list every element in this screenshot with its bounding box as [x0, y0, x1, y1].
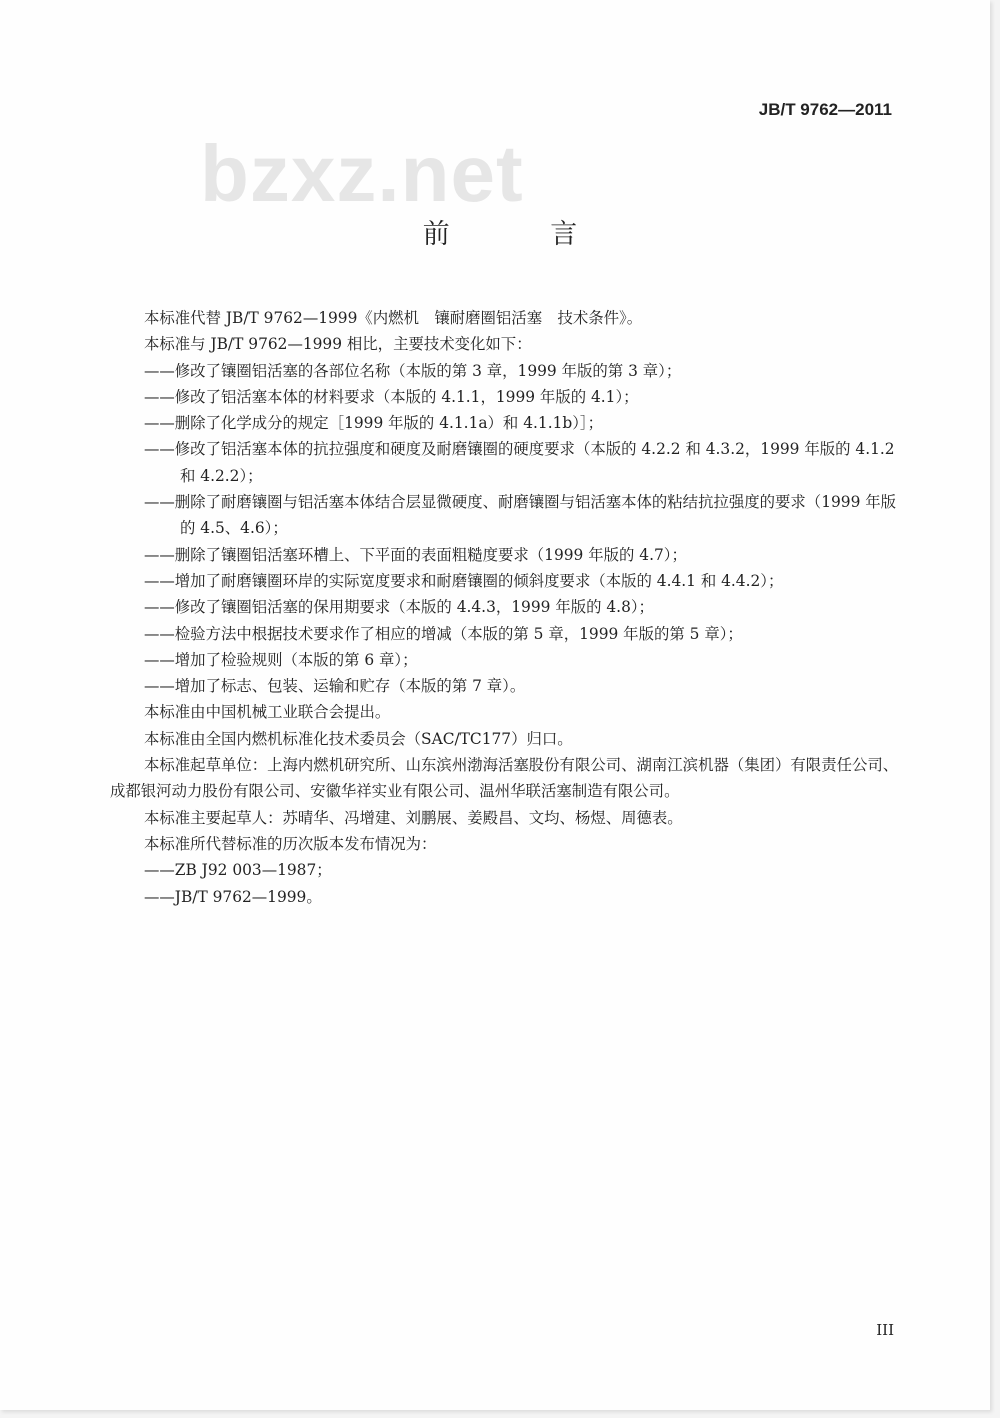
standard-number: JB/T 9762—2011 [758, 100, 892, 119]
paragraph: 本标准代替 JB/T 9762—1999《内燃机 镶耐磨圈铝活塞 技术条件》。 [144, 309, 643, 327]
list-item: ——JB/T 9762—1999。 [144, 887, 322, 906]
paragraph: 本标准所代替标准的历次版本发布情况为： [144, 834, 437, 853]
list-item: ——增加了检验规则（本版的第 6 章）； [144, 650, 418, 669]
watermark: bzxz.net [200, 129, 524, 218]
paragraph: 本标准由中国机械工业联合会提出。 [144, 703, 391, 722]
list-item: ——删除了耐磨镶圈与铝活塞本体结合层显微硬度、耐磨镶圈与铝活塞本体的粘结抗拉强度的要求（1999 年版的 4.5、4.6）； [144, 493, 897, 538]
paragraph: 本标准主要起草人：苏晴华、冯增建、刘鹏展、姜殿昌、文均、杨煜、周德表。 [144, 808, 683, 827]
page-title: 前 言 [422, 219, 624, 250]
list-item: ——修改了镶圈铝活塞的保用期要求（本版的 4.4.3，1999 年版的 4.8）； [144, 598, 654, 617]
foreword-body [110, 305, 905, 910]
list-item: ——删除了镶圈铝活塞环槽上、下平面的表面粗糙度要求（1999 年版的 4.7）； [144, 545, 687, 564]
list-item: ——修改了镶圈铝活塞的各部位名称（本版的第 3 章，1999 年版的第 3 章）； [144, 361, 682, 380]
paragraph: 本标准与 JB/T 9762—1999 相比，主要技术变化如下： [144, 335, 532, 354]
list-item: ——修改了铝活塞本体的抗拉强度和硬度及耐磨镶圈的硬度要求（本版的 4.2.2 和 4.3.2，1999 年版的 4.1.2 和 4.2.2）； [144, 440, 895, 485]
list-item: ——增加了标志、包装、运输和贮存（本版的第 7 章）。 [144, 677, 526, 696]
list-item: ——增加了耐磨镶圈环岸的实际宽度要求和耐磨镶圈的倾斜度要求（本版的 4.4.1 和 4.4.2）； [144, 571, 784, 590]
list-item: ——检验方法中根据技术要求作了相应的增减（本版的第 5 章，1999 年版的第 5 章）； [144, 624, 743, 643]
paragraph: 本标准由全国内燃机标准化技术委员会（SAC/TC177）归口。 [144, 729, 573, 748]
paragraph: 本标准起草单位：上海内燃机研究所、山东滨州渤海活塞股份有限公司、湖南江滨机器（集团）有限责任公司、成都银河动力股份有限公司、安徽华祥实业有限公司、温州华联活塞制造有限公司。 [110, 756, 899, 801]
list-item: ——删除了化学成分的规定［1999 年版的 4.1.1a）和 4.1.1b）］； [144, 414, 603, 433]
list-item: ——修改了铝活塞本体的材料要求（本版的 4.1.1，1999 年版的 4.1）； [144, 387, 639, 406]
page-number: III [876, 1321, 894, 1339]
list-item: ——ZB J92 003—1987； [144, 861, 332, 880]
